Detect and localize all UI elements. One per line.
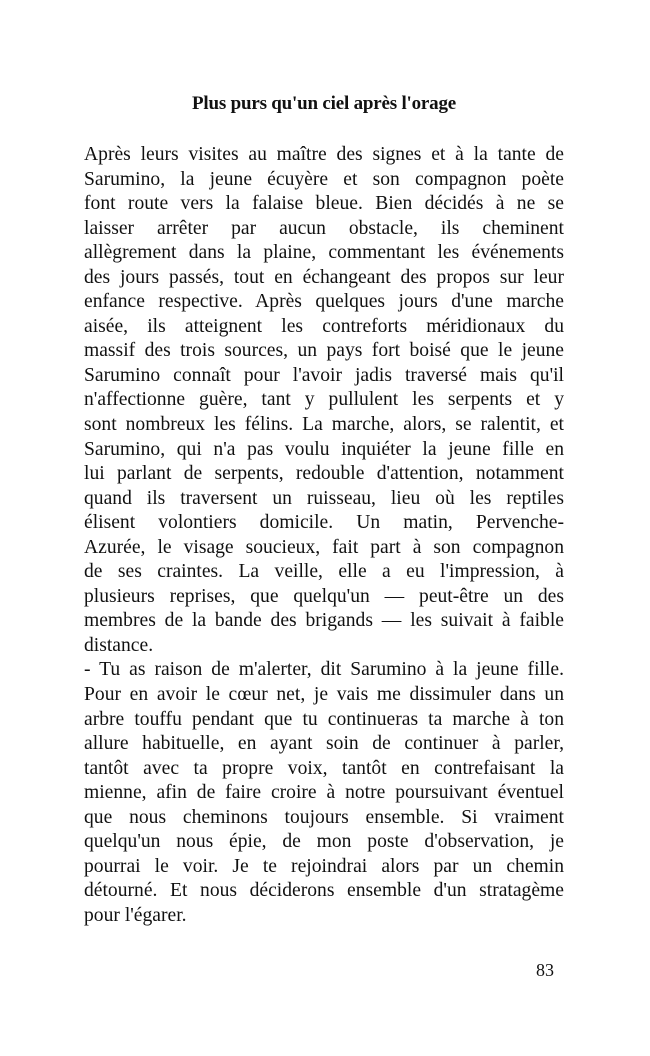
text-line: massif des trois sources, un pays fort boisé que le jeune	[84, 340, 564, 362]
body-text	[84, 143, 564, 929]
text-line: Azurée, le visage soucieux, fait part à son compagnon	[84, 536, 564, 558]
text-line: Sarumino, qui n'a pas voulu inquiéter la jeune fille en	[84, 438, 564, 460]
text-line: pourrai le voir. Je te rejoindrai alors par un chemin	[84, 855, 564, 877]
page-number: 83	[536, 960, 554, 980]
text-line: quelqu'un nous épie, de mon poste d'observation, je	[84, 831, 564, 853]
text-line: tantôt avec ta propre voix, tantôt en contrefaisant la	[84, 757, 564, 779]
text-line: de ses craintes. La veille, elle a eu l'impression, à	[84, 561, 564, 583]
text-line: des jours passés, tout en échangeant des propos sur leur	[84, 266, 564, 288]
text-line: Pour en avoir le cœur net, je vais me dissimuler dans un	[84, 684, 564, 706]
text-line: sont nombreux les félins. La marche, alors, se ralentit, et	[84, 414, 564, 436]
text-line: mienne, afin de faire croire à notre poursuivant éventuel	[84, 782, 564, 804]
text-line: laisser arrêter par aucun obstacle, ils cheminent	[84, 217, 564, 239]
text-line: distance.	[84, 634, 154, 656]
text-line: enfance respective. Après quelques jours d'une marche	[84, 291, 564, 313]
text-line: pour l'égarer.	[84, 904, 187, 926]
text-line: Sarumino, la jeune écuyère et son compagnon poète	[84, 168, 564, 190]
text-line: quand ils traversent un ruisseau, lieu où les reptiles	[84, 487, 564, 509]
text-line: membres de la bande des brigands — les suivait à faible	[84, 610, 564, 632]
text-line: détourné. Et nous déciderons ensemble d'un stratagème	[84, 880, 564, 902]
text-line: n'affectionne guère, tant y pullulent les serpents et y	[84, 389, 564, 411]
text-line: que nous cheminons toujours ensemble. Si vraiment	[84, 806, 564, 828]
text-line: aisée, ils atteignent les contreforts méridionaux du	[84, 315, 564, 337]
text-line: allure habituelle, en ayant soin de continuer à parler,	[84, 733, 564, 755]
text-line: - Tu as raison de m'alerter, dit Sarumino à la jeune fille.	[84, 659, 564, 681]
text-line: lui parlant de serpents, redouble d'attention, notamment	[84, 463, 564, 485]
text-line: font route vers la falaise bleue. Bien décidés à ne se	[84, 193, 564, 215]
text-line: Sarumino connaît pour l'avoir jadis traversé mais qu'il	[84, 364, 564, 386]
text-line: Après leurs visites au maître des signes et à la tante de	[84, 144, 564, 165]
text-line: élisent volontiers domicile. Un matin, Pervenche-	[84, 512, 564, 534]
chapter-title: Plus purs qu'un ciel après l'orage	[192, 93, 456, 114]
text-line: allègrement dans la plaine, commentant les événements	[84, 242, 564, 264]
text-line: arbre touffu pendant que tu continueras ta marche à ton	[84, 708, 564, 730]
text-line: plusieurs reprises, que quelqu'un — peut-être un des	[84, 585, 564, 607]
